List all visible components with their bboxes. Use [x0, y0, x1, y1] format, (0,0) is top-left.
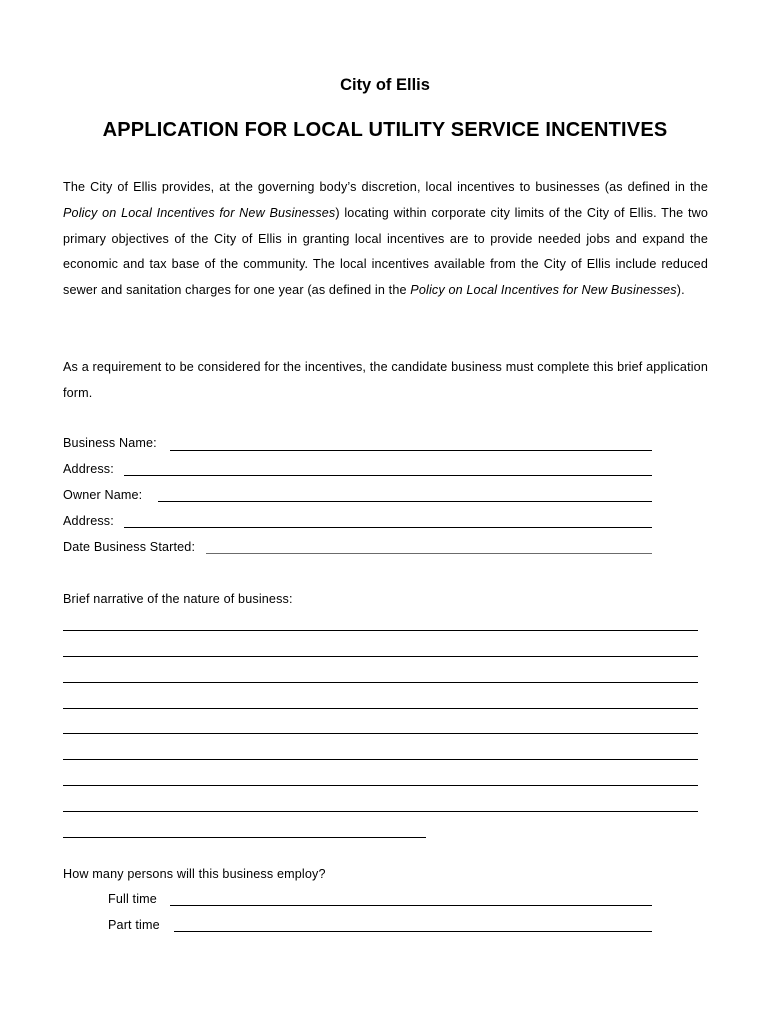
requirement-paragraph: As a requirement to be considered for the incentives, the candidate business must complete this brief application form.: [63, 360, 708, 400]
address-label: Address:: [63, 462, 114, 476]
narrative-line[interactable]: [63, 708, 698, 709]
narrative-line[interactable]: [63, 733, 698, 734]
date-started-label: Date Business Started:: [63, 540, 196, 554]
intro-text-2: ) locating within corporate city limits of the City of Ellis. The two primary objectives of the City of Ellis in granting local incentives are to provide needed jobs and expand the economic and tax base of the community. The local incentives available from the City of Ellis include reduced sewer and sanitation charges for one year (as defined in the: [63, 205, 708, 298]
narrative-line[interactable]: [63, 759, 698, 760]
narrative-label: Brief narrative of the nature of business:: [63, 592, 293, 606]
form-title: APPLICATION FOR LOCAL UTILITY SERVICE INCENTIVES: [102, 119, 668, 141]
part-time-line[interactable]: [174, 931, 652, 932]
policy-reference-1: Policy on Local Incentives for New Businesses: [63, 205, 336, 220]
owner-name-line[interactable]: [158, 501, 652, 502]
business-name-label: Business Name:: [63, 436, 157, 450]
narrative-line[interactable]: [63, 656, 698, 657]
policy-reference-2: Policy on Local Incentives for New Businesses: [410, 283, 677, 298]
narrative-line[interactable]: [63, 630, 698, 631]
intro-text-1: The City of Ellis provides, at the governing body’s discretion, local incentives to businesses (as defined in the: [63, 180, 708, 194]
date-started-line[interactable]: [206, 553, 652, 554]
organization-name: City of Ellis: [340, 76, 430, 94]
owner-address-label: Address:: [63, 514, 114, 528]
owner-name-label: Owner Name:: [63, 488, 143, 502]
owner-address-line[interactable]: [124, 527, 652, 528]
business-name-line[interactable]: [170, 450, 652, 451]
address-line[interactable]: [124, 475, 652, 476]
intro-paragraph: [63, 175, 708, 304]
intro-text-3: ).: [676, 283, 685, 298]
narrative-line[interactable]: [63, 785, 698, 786]
full-time-label: Full time: [108, 892, 157, 906]
part-time-label: Part time: [108, 918, 160, 932]
narrative-line[interactable]: [63, 682, 698, 683]
narrative-line[interactable]: [63, 811, 698, 812]
narrative-line-short[interactable]: [63, 837, 426, 838]
employment-question: How many persons will this business employ?: [63, 867, 326, 881]
full-time-line[interactable]: [170, 905, 652, 906]
